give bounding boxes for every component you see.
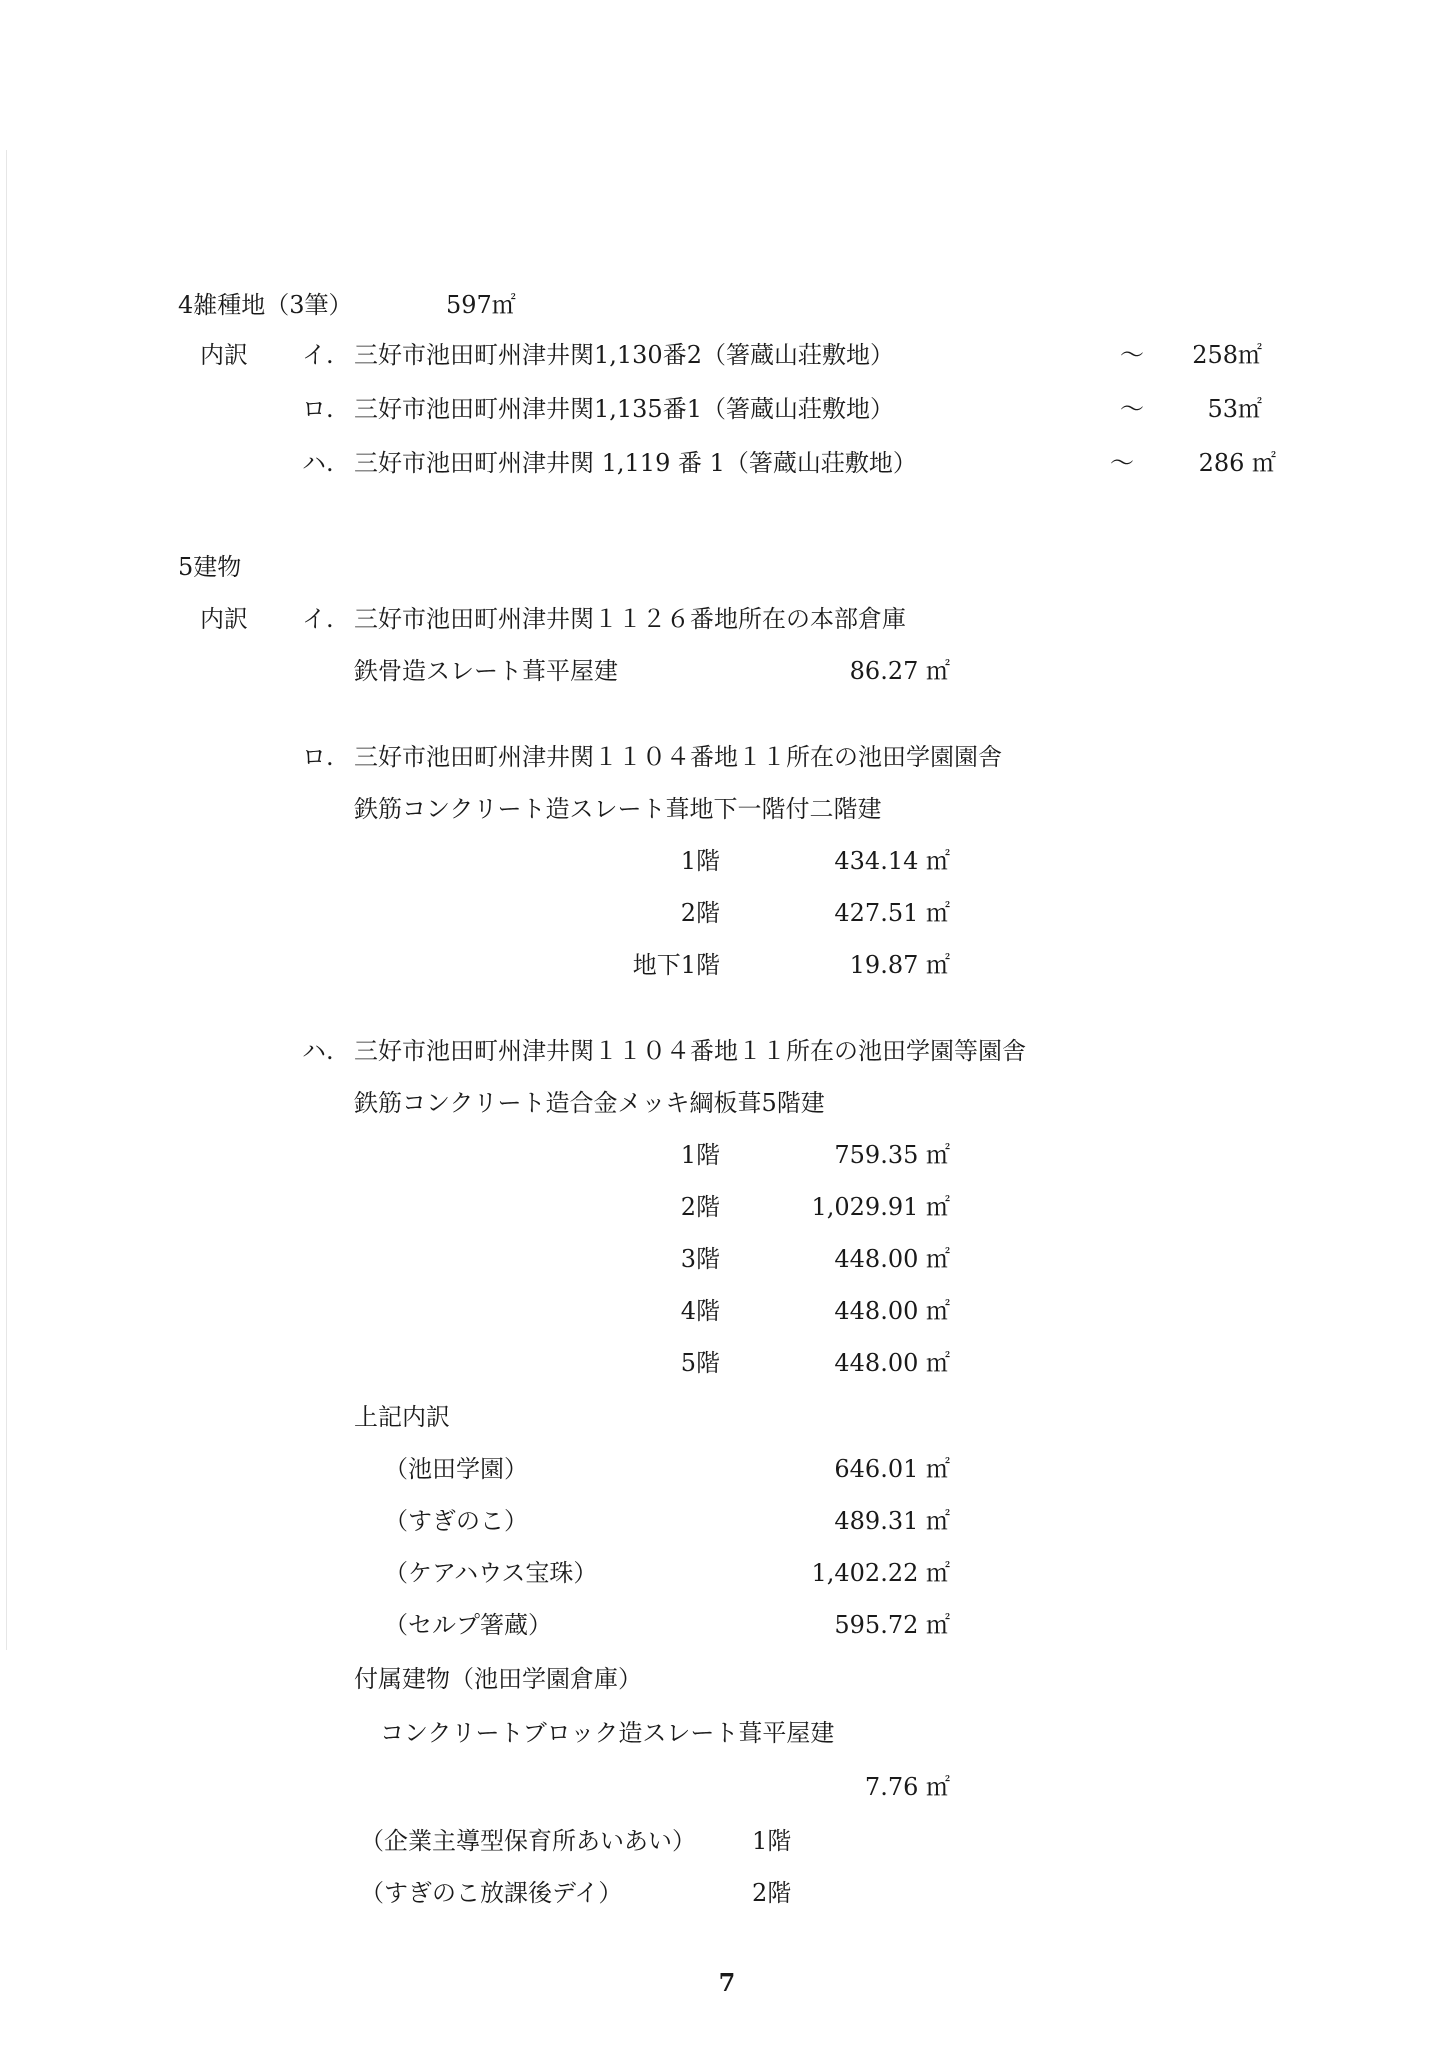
breakdown-label: 上記内訳 <box>354 1403 450 1431</box>
annex-area: 7.76 ㎡ <box>864 1773 950 1801</box>
floor-area: 1,029.91 ㎡ <box>811 1193 950 1221</box>
floor-area: 19.87 ㎡ <box>849 951 950 979</box>
annex-structure: コンクリートブロック造スレート葺平屋建 <box>380 1719 835 1747</box>
floor-label: 1階 <box>680 1141 720 1169</box>
building-i-mark: イ. <box>302 605 334 633</box>
list-item-text: 三好市池田町州津井関1,135番1（箸蔵山荘敷地） <box>354 395 894 423</box>
section-5-breakdown-label: 内訳 <box>200 605 248 633</box>
usage-floor: 1階 <box>752 1827 792 1855</box>
list-item-mark: イ. <box>302 341 334 369</box>
building-ro-mark: ロ. <box>302 743 334 771</box>
floor-area: 448.00 ㎡ <box>834 1297 950 1325</box>
floor-area: 434.14 ㎡ <box>834 847 950 875</box>
building-i-structure: 鉄骨造スレート葺平屋建 <box>354 657 618 685</box>
breakdown-area: 489.31 ㎡ <box>834 1507 950 1535</box>
building-ro-location: 三好市池田町州津井関１１０４番地１１所在の池田学園園舎 <box>354 743 1002 771</box>
breakdown-name: （ケアハウス宝珠） <box>384 1559 598 1587</box>
floor-label: 5階 <box>680 1349 720 1377</box>
list-item-tilde: ～ <box>1120 341 1144 369</box>
section-4-breakdown-label: 内訳 <box>200 341 248 369</box>
building-ro-structure: 鉄筋コンクリート造スレート葺地下一階付二階建 <box>354 795 882 823</box>
breakdown-name: （池田学園） <box>384 1455 528 1483</box>
floor-area: 448.00 ㎡ <box>834 1245 950 1273</box>
list-item-area: 286 ㎡ <box>1198 449 1276 477</box>
building-ha-location: 三好市池田町州津井関１１０４番地１１所在の池田学園等園舎 <box>354 1037 1026 1065</box>
usage-name: （企業主導型保育所あいあい） <box>360 1827 696 1855</box>
breakdown-name: （セルプ箸蔵） <box>384 1611 552 1639</box>
building-ha-mark: ハ. <box>302 1037 334 1065</box>
breakdown-area: 646.01 ㎡ <box>834 1455 950 1483</box>
list-item-text: 三好市池田町州津井関 1,119 番 1（箸蔵山荘敷地） <box>354 449 917 477</box>
page-number: 7 <box>718 1968 736 1997</box>
list-item-area: 53㎡ <box>1207 395 1262 423</box>
section-5-heading: 5建物 <box>178 553 242 581</box>
floor-area: 759.35 ㎡ <box>834 1141 950 1169</box>
section-4-total-area: 597㎡ <box>446 291 516 319</box>
floor-label: 2階 <box>680 1193 720 1221</box>
list-item-tilde: ～ <box>1110 449 1134 477</box>
floor-label: 地下1階 <box>632 951 720 979</box>
floor-label: 3階 <box>680 1245 720 1273</box>
building-ha-structure: 鉄筋コンクリート造合金メッキ綱板葺5階建 <box>354 1089 825 1117</box>
list-item-mark: ハ. <box>302 449 334 477</box>
floor-label: 2階 <box>680 899 720 927</box>
building-i-area: 86.27 ㎡ <box>849 657 950 685</box>
floor-label: 1階 <box>680 847 720 875</box>
list-item-tilde: ～ <box>1120 395 1144 423</box>
floor-area: 448.00 ㎡ <box>834 1349 950 1377</box>
breakdown-name: （すぎのこ） <box>384 1507 528 1535</box>
list-item-mark: ロ. <box>302 395 334 423</box>
floor-label: 4階 <box>680 1297 720 1325</box>
section-4-heading: 4雑種地（3筆） <box>178 291 353 319</box>
list-item-area: 258㎡ <box>1192 341 1262 369</box>
scan-edge-line <box>6 150 7 1650</box>
breakdown-area: 1,402.22 ㎡ <box>811 1559 950 1587</box>
annex-label: 付属建物（池田学園倉庫） <box>354 1665 642 1693</box>
building-i-location: 三好市池田町州津井関１１２６番地所在の本部倉庫 <box>354 605 906 633</box>
usage-floor: 2階 <box>752 1879 792 1907</box>
usage-name: （すぎのこ放課後デイ） <box>360 1879 623 1907</box>
list-item-text: 三好市池田町州津井関1,130番2（箸蔵山荘敷地） <box>354 341 894 369</box>
floor-area: 427.51 ㎡ <box>834 899 950 927</box>
breakdown-area: 595.72 ㎡ <box>834 1611 950 1639</box>
